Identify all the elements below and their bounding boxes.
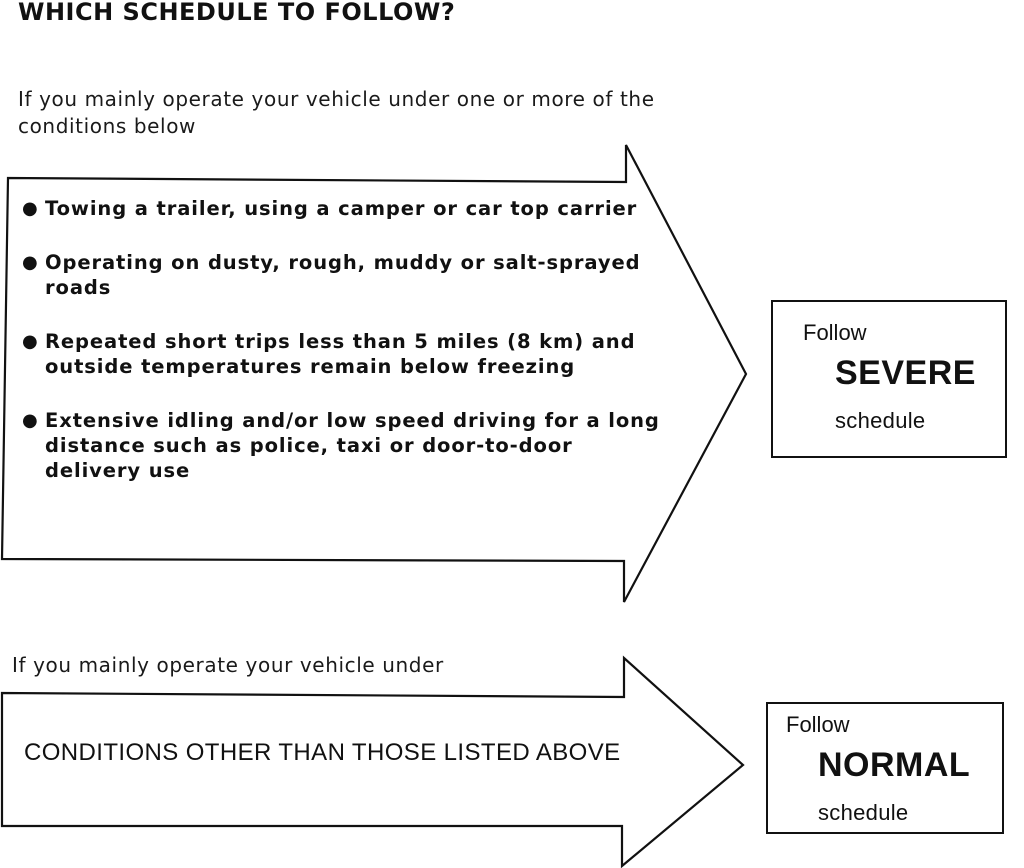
schedule-label: schedule xyxy=(818,800,909,825)
schedule-name-normal: NORMAL xyxy=(818,746,971,784)
schedule-name-severe: SEVERE xyxy=(835,354,976,392)
severe-schedule-box xyxy=(771,300,1007,458)
condition-item-idling xyxy=(20,408,670,483)
condition-item-towing xyxy=(20,196,670,221)
condition-text: Extensive idling and/or low speed driving for a long distance such as police, taxi or door-to-door delivery use xyxy=(45,409,660,482)
severe-intro-text: If you mainly operate your vehicle under one or more of the conditions below xyxy=(18,87,655,138)
bullet-icon: ● xyxy=(22,410,39,431)
condition-text: Towing a trailer, using a camper or car top carrier xyxy=(45,197,638,220)
condition-item-dusty-roads xyxy=(20,250,670,300)
normal-schedule-box xyxy=(766,702,1004,834)
schedule-label: schedule xyxy=(835,408,926,433)
severe-conditions-list xyxy=(20,196,670,512)
normal-intro-text: If you mainly operate your vehicle under xyxy=(12,653,444,677)
normal-condition-text: CONDITIONS OTHER THAN THOSE LISTED ABOVE xyxy=(24,739,621,766)
condition-text: Operating on dusty, rough, muddy or salt-sprayed roads xyxy=(45,251,641,299)
bullet-icon: ● xyxy=(22,252,39,273)
bullet-icon: ● xyxy=(22,331,39,352)
page-title: WHICH SCHEDULE TO FOLLOW? xyxy=(18,0,456,26)
follow-label: Follow xyxy=(803,320,867,345)
condition-text: Repeated short trips less than 5 miles (8 km) and outside temperatures remain below freezing xyxy=(45,330,636,378)
condition-item-short-trips xyxy=(20,329,670,379)
bullet-icon: ● xyxy=(22,198,39,219)
follow-label: Follow xyxy=(786,712,850,737)
